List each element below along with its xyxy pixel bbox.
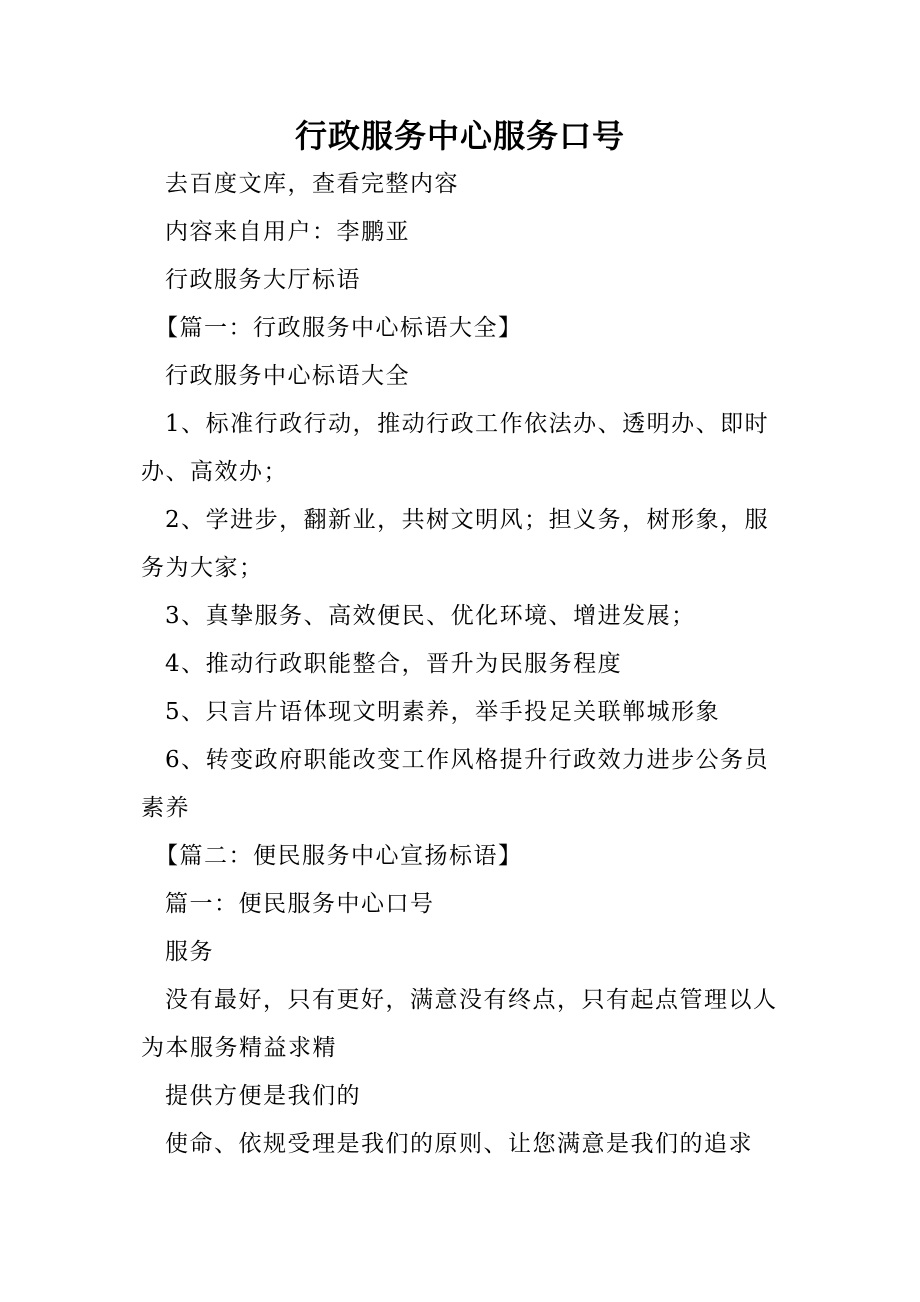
paragraph-subheading: 篇一：便民服务中心口号 — [165, 891, 435, 917]
paragraph-service: 服务 — [165, 939, 214, 965]
document-title: 行政服务中心服务口号 — [294, 117, 625, 155]
paragraph-author: 内容来自用户：李鹏亚 — [165, 219, 410, 245]
list-item-5: 5、只言片语体现文明素养，举手投足关联郸城形象 — [165, 699, 721, 725]
list-item-4: 4、推动行政职能整合，晋升为民服务程度 — [165, 651, 623, 677]
section-heading-1: 【篇一：行政服务中心标语大全】 — [155, 315, 523, 341]
paragraph-mission: 使命、依规受理是我们的原则、让您满意是我们的追求 — [165, 1131, 753, 1157]
list-item-2: 2、学进步，翻新业，共树文明风；担义务，树形象，服务为大家； — [141, 507, 770, 581]
list-item-1: 1、标准行政行动，推动行政工作依法办、透明办、即时办、高效办； — [141, 411, 770, 485]
section-heading-2: 【篇二：便民服务中心宣扬标语】 — [155, 843, 523, 869]
paragraph-no-best: 没有最好，只有更好，满意没有终点，只有起点管理以人为本服务精益求精 — [141, 987, 778, 1061]
paragraph-slogans-collection: 行政服务中心标语大全 — [165, 363, 410, 389]
paragraph-hall-slogans: 行政服务大厅标语 — [165, 267, 361, 293]
list-item-3: 3、真挚服务、高效便民、优化环境、增进发展； — [165, 603, 696, 629]
paragraph-baidu-link: 去百度文库，查看完整内容 — [165, 171, 459, 197]
list-item-6: 6、转变政府职能改变工作风格提升行政效力进步公务员素养 — [141, 747, 770, 821]
paragraph-convenience: 提供方便是我们的 — [165, 1083, 361, 1109]
document-body — [141, 160, 791, 1168]
